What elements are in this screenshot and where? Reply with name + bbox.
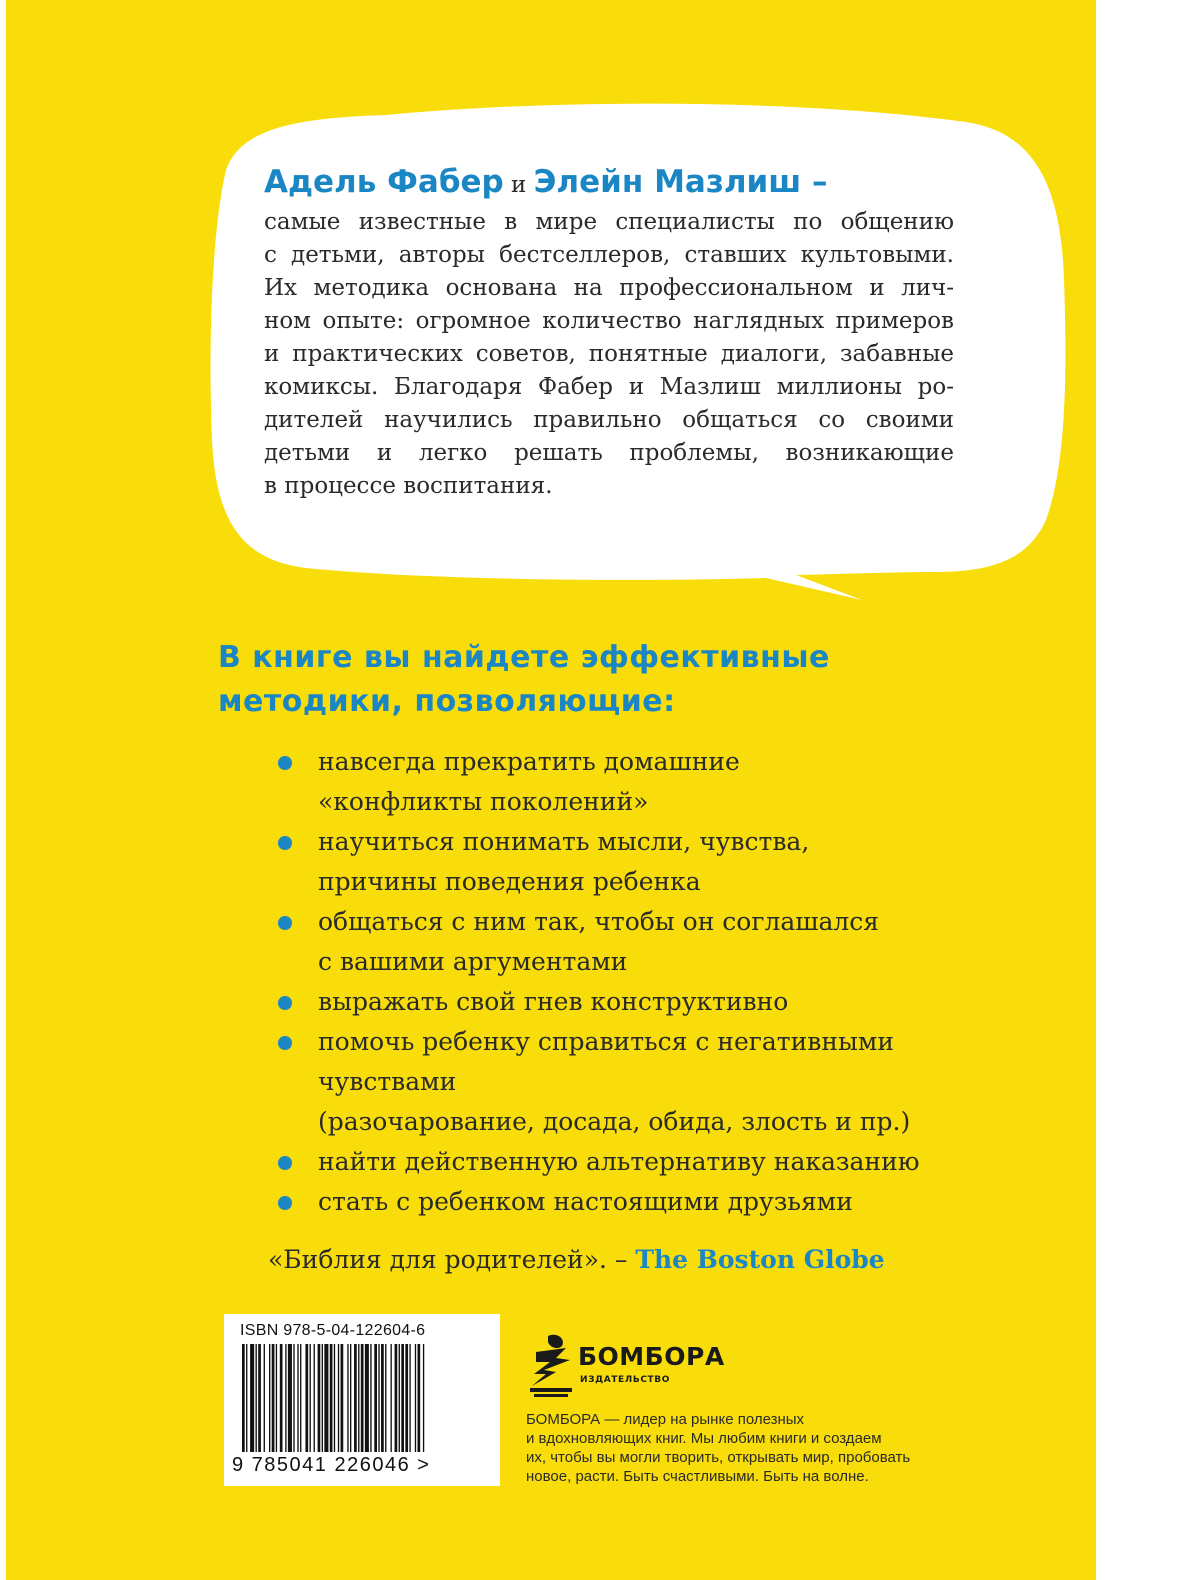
barcode-bar (305, 1344, 308, 1452)
barcode-bar (391, 1344, 392, 1452)
barcode-bar (297, 1344, 298, 1452)
bullet-dot-icon (278, 756, 292, 770)
intro-line: в процессе воспитания. (264, 473, 553, 499)
barcode-digits: 9 785041 226046 > (232, 1454, 431, 1476)
barcode-bar (256, 1344, 257, 1452)
barcode-icon (240, 1344, 484, 1456)
barcode-bar (264, 1344, 265, 1452)
barcode-bar (338, 1344, 339, 1452)
list-item-text: общаться с ним так, чтобы он соглашался (318, 907, 880, 936)
review-quote (268, 1240, 885, 1280)
intro-line: и практических советов, понятные диалоги, забавные (264, 341, 954, 367)
barcode-bar (354, 1344, 357, 1452)
book-back-cover (6, 0, 1096, 1580)
publisher-description (526, 1410, 956, 1486)
quote-text: «Библия для родителей». – (268, 1245, 628, 1274)
author-name-faber: Адель Фабер (264, 164, 504, 200)
barcode-bar (350, 1344, 351, 1452)
barcode-bar (365, 1344, 369, 1452)
barcode-bar (300, 1344, 301, 1452)
barcode-bar (318, 1344, 321, 1452)
barcode-bar (405, 1344, 408, 1452)
publisher-subtitle: ИЗДАТЕЛЬСТВО (580, 1375, 670, 1385)
bullet-dot-icon (278, 996, 292, 1010)
intro-line: дителей научились правильно общаться со своими (264, 407, 954, 433)
barcode-bar (242, 1344, 245, 1452)
list-item (278, 902, 1018, 982)
barcode-bar (288, 1344, 292, 1452)
publisher-description-line: новое, расти. Быть счастливыми. Быть на волне. (526, 1468, 869, 1485)
isbn-number: ISBN 978-5-04-122604-6 (240, 1322, 426, 1339)
list-item-text: «конфликты поколений» (318, 787, 649, 816)
bullet-dot-icon (278, 1156, 292, 1170)
barcode-bar (347, 1344, 348, 1452)
barcode-bar (418, 1344, 421, 1452)
section-heading (218, 636, 838, 724)
barcode-bar (334, 1344, 335, 1452)
barcode-bar (395, 1344, 398, 1452)
intro-line: детьми и легко решать проблемы, возникающие (264, 440, 954, 466)
list-item-text: помочь ребенку справиться с негативными чувствами (318, 1027, 895, 1096)
intro-line: самые известные в мире специалисты по общению (264, 209, 954, 235)
barcode-bar (358, 1344, 359, 1452)
barcode-bar (370, 1344, 371, 1452)
barcode-bar (322, 1344, 323, 1452)
list-item (278, 1182, 1018, 1222)
publisher-logo (526, 1330, 746, 1410)
conjunction: и (511, 172, 527, 198)
benefits-list (278, 742, 1018, 1222)
list-item (278, 1142, 1018, 1182)
section-heading-line: В книге вы найдете эффективные (218, 640, 830, 675)
barcode-bar (409, 1344, 410, 1452)
barcode-bar (415, 1344, 416, 1452)
list-item (278, 742, 1018, 822)
barcode-bar (280, 1344, 283, 1452)
barcode-bar (399, 1344, 400, 1452)
barcode-bar (269, 1344, 270, 1452)
barcode-bar (330, 1344, 333, 1452)
list-item-text: стать с ребенком настоящими друзьями (318, 1187, 853, 1216)
list-item-text: навсегда прекратить домашние (318, 747, 740, 776)
authors-line (264, 160, 954, 204)
dash: – (801, 164, 828, 200)
intro-line: Их методика основана на профессиональном и лич- (264, 275, 954, 301)
barcode-bar (314, 1344, 315, 1452)
barcode-bar (423, 1344, 424, 1452)
barcode-bar (361, 1344, 364, 1452)
barcode-bar (276, 1344, 277, 1452)
intro-line: ном опыте: огромное количество наглядных примеров (264, 308, 954, 334)
list-item-text: (разочарование, досада, обида, злость и пр.) (318, 1107, 911, 1136)
barcode-bar (324, 1344, 328, 1452)
list-item (278, 982, 1018, 1022)
barcode-bar (374, 1344, 377, 1452)
list-item-text: причины поведения ребенка (318, 867, 701, 896)
author-name-mazlish: Элейн Мазлиш (533, 164, 802, 200)
publisher-emblem-icon (526, 1330, 576, 1400)
barcode-bar (341, 1344, 344, 1452)
publisher-description-line: БОМБОРА — лидер на рынке полезных (526, 1411, 805, 1428)
list-item (278, 822, 1018, 902)
publisher-description-line: их, чтобы вы могли творить, открывать мир, пробовать (526, 1449, 911, 1466)
intro-line: с детьми, авторы бестселлеров, ставших культовыми. (264, 242, 954, 268)
barcode-bar (381, 1344, 384, 1452)
list-item-text: выражать свой гнев конструктивно (318, 987, 789, 1016)
section-heading-line: методики, позволяющие: (218, 684, 676, 719)
barcode-bar (258, 1344, 261, 1452)
bullet-dot-icon (278, 916, 292, 930)
barcode-panel (224, 1314, 500, 1486)
bullet-dot-icon (278, 1196, 292, 1210)
publisher-name: БОМБОРА (578, 1342, 725, 1371)
barcode-bar (378, 1344, 379, 1452)
quote-source: The Boston Globe (635, 1245, 885, 1274)
barcode-bar (401, 1344, 404, 1452)
publisher-description-line: и вдохновляющих книг. Мы любим книги и создаем (526, 1430, 882, 1447)
list-item-text: найти действенную альтернативу наказанию (318, 1147, 920, 1176)
barcode-bar (293, 1344, 294, 1452)
barcode-bar (285, 1344, 286, 1452)
list-item-text: научиться понимать мысли, чувства, (318, 827, 810, 856)
barcode-bar (250, 1344, 254, 1452)
list-item (278, 1022, 1018, 1142)
authors-intro (264, 160, 954, 503)
list-item-text: с вашими аргументами (318, 947, 628, 976)
intro-line: комиксы. Благодаря Фабер и Мазлиш миллионы ро- (264, 374, 954, 400)
barcode-bar (310, 1344, 311, 1452)
barcode-bar (246, 1344, 247, 1452)
barcode-bar (385, 1344, 386, 1452)
barcode-bar (272, 1344, 275, 1452)
bullet-dot-icon (278, 836, 292, 850)
bullet-dot-icon (278, 1036, 292, 1050)
